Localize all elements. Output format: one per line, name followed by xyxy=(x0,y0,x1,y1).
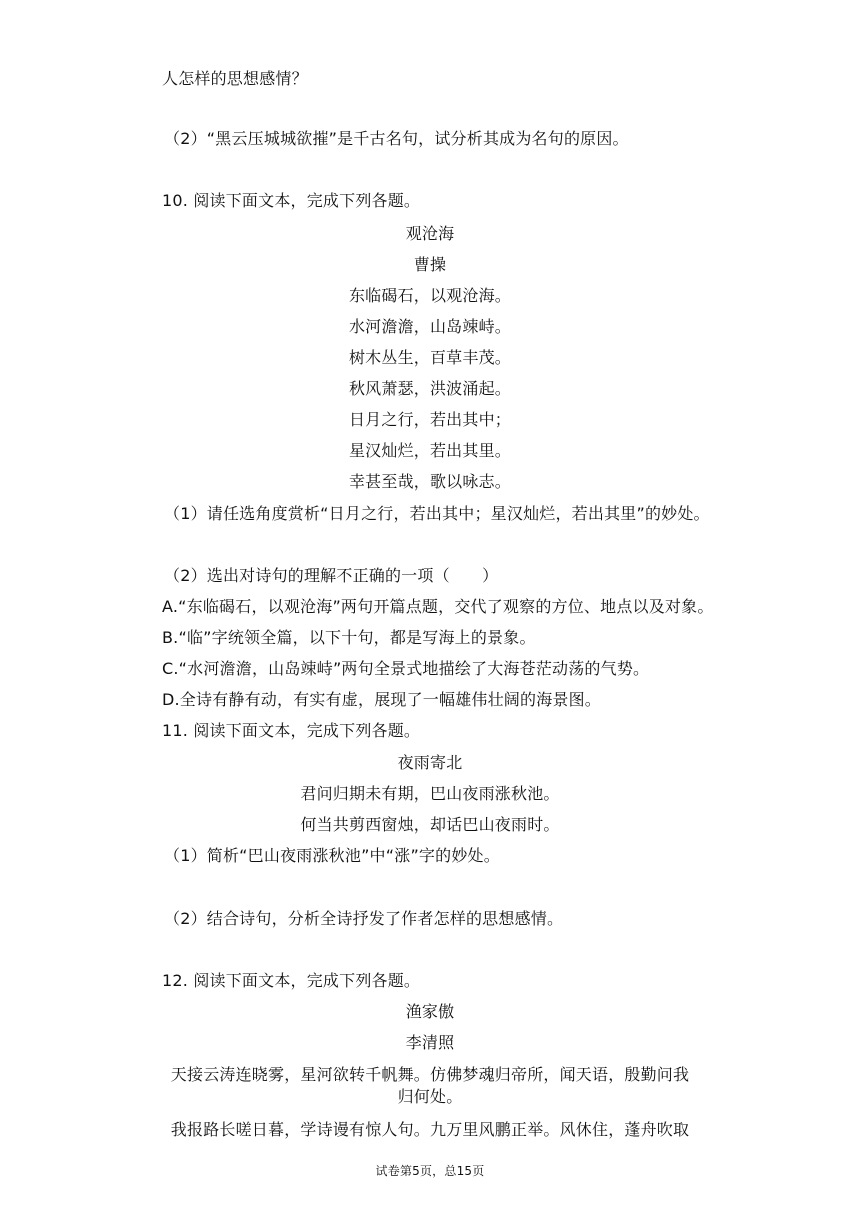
question-11-heading: 11. 阅读下面文本，完成下列各题。 xyxy=(162,721,421,740)
option-b: B.“临”字统领全篇，以下十句，都是写海上的景象。 xyxy=(162,628,536,647)
question-9-part-2: （2）“黑云压城城欲摧”是千古名句，试分析其成为名句的原因。 xyxy=(164,129,629,148)
continued-question-text: 人怎样的思想感情？ xyxy=(162,69,308,88)
poem-line: 归何处。 xyxy=(397,1087,463,1106)
poem-author: 曹操 xyxy=(413,255,447,274)
question-12-heading: 12. 阅读下面文本，完成下列各题。 xyxy=(162,971,421,990)
option-a: A.“东临碣石，以观沧海”两句开篇点题，交代了观察的方位、地点以及对象。 xyxy=(162,597,714,616)
page-footer: 试卷第5页，总15页 xyxy=(375,1164,485,1178)
option-c: C.“水河澹澹，山岛竦峙”两句全景式地描绘了大海苍茫动荡的气势。 xyxy=(162,659,650,678)
option-d: D.全诗有静有动，有实有虚，展现了一幅雄伟壮阔的海景图。 xyxy=(162,690,602,709)
poem-author: 李清照 xyxy=(405,1033,455,1052)
poem-line: 秋风萧瑟，洪波涌起。 xyxy=(348,379,511,398)
question-11-part-1: （1）简析“巴山夜雨涨秋池”中“涨”字的妙处。 xyxy=(164,846,500,865)
question-10-heading: 10. 阅读下面文本，完成下列各题。 xyxy=(162,191,421,210)
poem-line: 东临碣石，以观沧海。 xyxy=(348,286,511,305)
poem-line: 日月之行，若出其中； xyxy=(348,410,511,429)
poem-line: 君问归期未有期，巴山夜雨涨秋池。 xyxy=(300,784,560,803)
poem-title: 观沧海 xyxy=(405,224,455,243)
question-10-part-2: （2）选出对诗句的理解不正确的一项（ ） xyxy=(164,566,499,585)
question-10-part-1: （1）请任选角度赏析“日月之行，若出其中；星汉灿烂，若出其里”的妙处。 xyxy=(164,504,710,523)
poem-title: 渔家傲 xyxy=(405,1002,455,1021)
poem-line: 我报路长嗟日暮，学诗谩有惊人句。九万里风鹏正举。风休住，蓬舟吹取 xyxy=(170,1120,690,1139)
poem-line: 星汉灿烂，若出其里。 xyxy=(348,441,511,460)
poem-line: 树木丛生，百草丰茂。 xyxy=(348,348,511,367)
poem-line: 天接云涛连晓雾，星河欲转千帆舞。仿佛梦魂归帝所，闻天语，殷勤问我 xyxy=(170,1065,690,1084)
poem-title: 夜雨寄北 xyxy=(397,753,463,772)
poem-line: 水河澹澹，山岛竦峙。 xyxy=(348,317,511,336)
question-11-part-2: （2）结合诗句，分析全诗抒发了作者怎样的思想感情。 xyxy=(164,909,564,928)
poem-line: 何当共剪西窗烛，却话巴山夜雨时。 xyxy=(300,815,560,834)
poem-line: 幸甚至哉，歌以咏志。 xyxy=(348,472,511,491)
